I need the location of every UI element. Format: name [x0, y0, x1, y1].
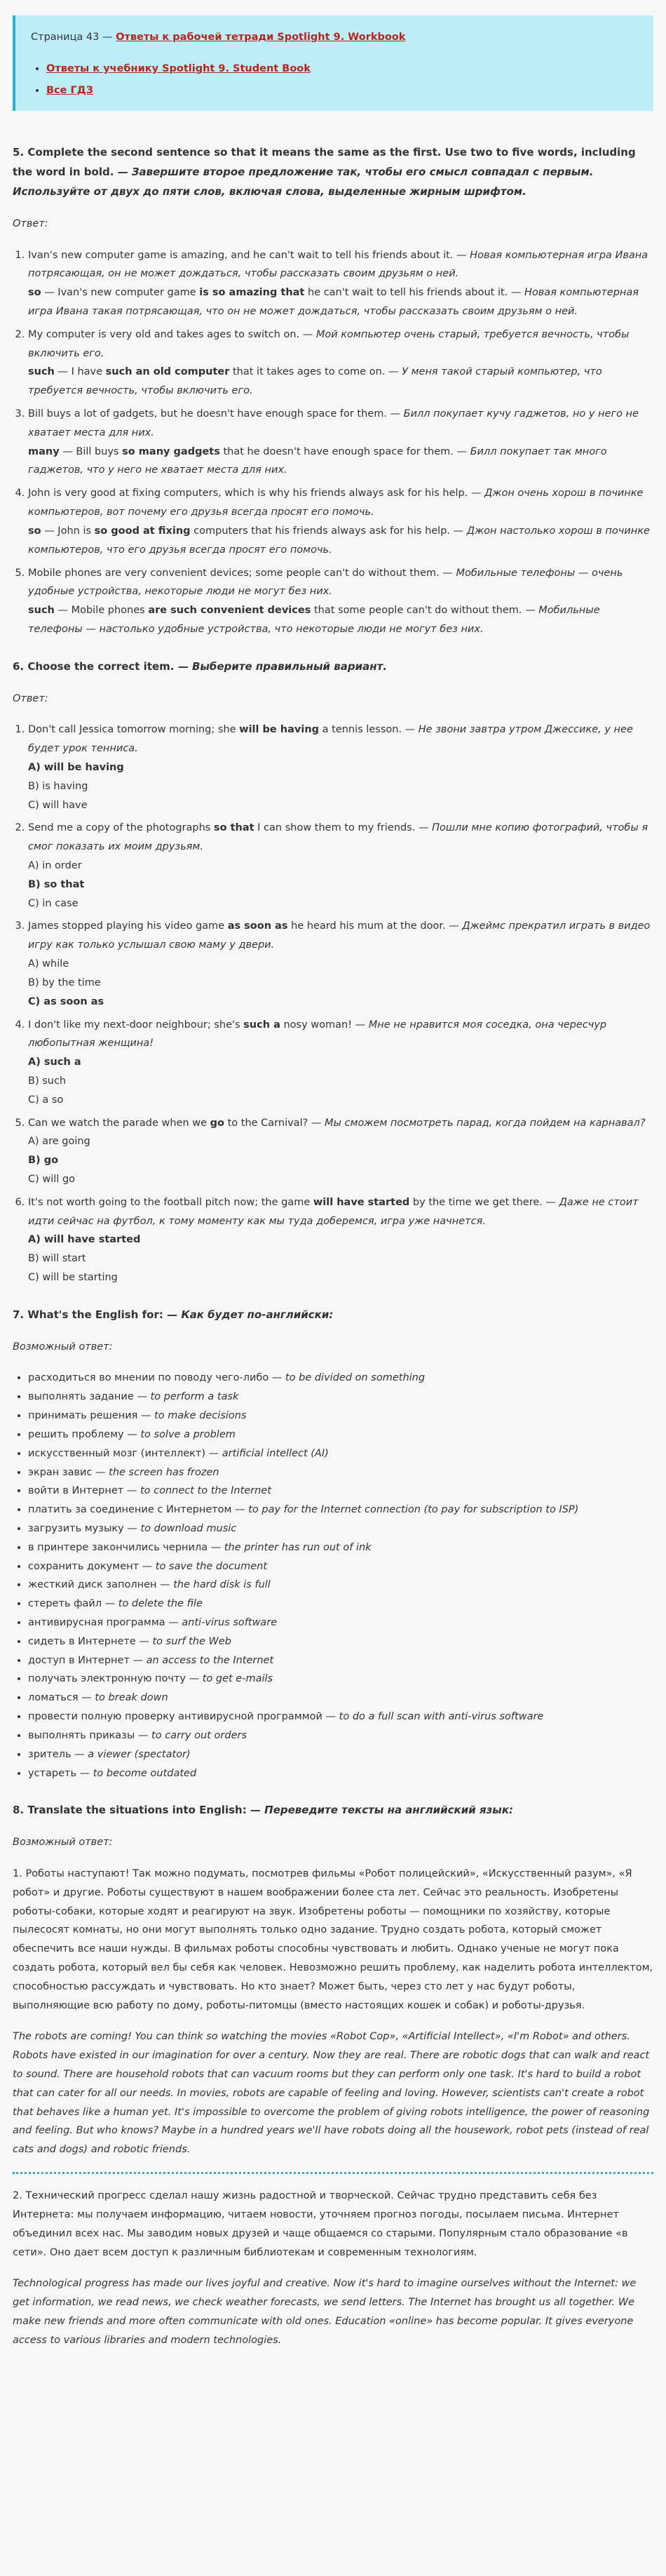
option: B) will start	[28, 1253, 86, 1265]
vocab-russian: зритель	[28, 1748, 72, 1760]
sentence-start: James stopped playing his video game	[28, 920, 228, 932]
vocab-item: • принимать решения — to make decisions	[28, 1407, 653, 1425]
vocab-english: anti-virus software	[182, 1617, 278, 1628]
vocab-english: the screen has frozen	[109, 1466, 219, 1478]
student-book-answers-link[interactable]: Ответы к учебнику Spotlight 9. Student Book	[46, 62, 311, 74]
sentence-start: It's not worth going to the football pitch now; the game	[28, 1196, 313, 1208]
vocab-english: artificial intellect (AI)	[222, 1447, 329, 1459]
vocab-russian: сохранить документ	[28, 1560, 140, 1572]
vocab-english: a viewer (spectator)	[88, 1748, 191, 1760]
vocab-english: to make decisions	[154, 1410, 247, 1422]
vocab-russian: антивирусная программа	[28, 1617, 165, 1628]
source-translation: — Билл покупает кучу гаджетов, но у него не хватает места для них.	[28, 408, 639, 438]
vocab-item: • сохранить документ — to save the document	[28, 1557, 653, 1576]
list-item	[28, 246, 653, 321]
vocab-item: • искусственный мозг (интеллект) — artificial intellect (AI)	[28, 1444, 653, 1463]
answer-translation: — Мобильные телефоны — настолько удобные устройства, что некоторые люди не могут без них.	[28, 605, 600, 635]
list-item	[28, 484, 653, 559]
option: B) by the time	[28, 977, 101, 988]
source-sentence: Bill buys a lot of gadgets, but he doesn't have enough space for them.	[28, 408, 387, 420]
answer-phrase: so good at fixing	[94, 525, 191, 537]
vocab-russian: получать электронную почту	[28, 1673, 186, 1685]
keyword: so	[28, 287, 41, 299]
vocab-item: • устареть — to become outdated	[28, 1764, 653, 1783]
task-8	[13, 1801, 653, 2349]
vocab-russian: экран завис	[28, 1466, 93, 1478]
list-item	[28, 720, 653, 814]
answer-phrase: as soon as	[227, 920, 288, 932]
sentence-end: that he doesn't have enough space for them.	[219, 445, 454, 457]
workbook-answers-link[interactable]: Ответы к рабочей тетради Spotlight 9. Workbook	[116, 32, 406, 43]
list-item	[28, 819, 653, 913]
list-item	[28, 564, 653, 639]
task-5-title-ru: Завершите второе предложение так, чтобы его смысл совпадал с первым. Используйте от двух до пяти слов, включая слова, выделенные жирным шрифтом.	[13, 166, 594, 198]
answer-phrase: will have started	[313, 1196, 410, 1208]
vocab-russian: платить за соединение с Интернетом	[28, 1504, 232, 1516]
option: A) in order	[28, 860, 82, 871]
vocab-russian: решить проблему	[28, 1428, 124, 1440]
page-heading	[31, 28, 638, 47]
sentence-start: — Mobile phones	[54, 605, 149, 617]
vocab-russian: устареть	[28, 1767, 77, 1779]
sentence-start: — John is	[41, 525, 95, 537]
vocab-russian: жесткий диск заполнен	[28, 1579, 157, 1591]
vocab-russian: выполнять приказы	[28, 1729, 135, 1741]
task-5-title	[13, 143, 653, 201]
task-8-title-en: 8. Translate the situations into English: —	[13, 1804, 265, 1817]
vocab-item: • экран завис — the screen has frozen	[28, 1463, 653, 1482]
task-7-title	[13, 1306, 653, 1325]
correct-option: A) such a	[28, 1056, 81, 1068]
option: C) will be starting	[28, 1272, 118, 1284]
sentence-translation: — Мы сможем посмотреть парад, когда пойдем на карнавал?	[308, 1117, 646, 1129]
list-item	[28, 1016, 653, 1110]
vocab-english: to carry out orders	[151, 1729, 247, 1741]
text-1-english: The robots are coming! You can think so watching the movies «Robot Cop», «Artificial Intellect», «I'm Robot» and others. Robots have existed in our imagination for over a century. Now they are real. There are robotic dogs that can walk and react to sound. There are household robots that can vacuum rooms but they can perform only one task. It's hard to build a robot that can cater for all our needs. In movies, robots are capable of feeling and loving. However, scientists can't create a robot that behaves like a human yet. It's impossible to overcome the problem of giving robots intelligence, the power of reasoning and feeling. But who knows? Maybe in a hundred years we'll have robots doing all the housework, robot pets (instead of real cats and dogs) and robotic friends.	[13, 2031, 650, 2156]
vocab-item: • получать электронную почту — to get e-mails	[28, 1670, 653, 1689]
answer-phrase: is so amazing that	[199, 287, 305, 299]
task-8-answer-label: Возможный ответ:	[13, 1837, 113, 1849]
list-item	[28, 326, 653, 401]
nav-links-list	[31, 60, 638, 100]
page-prefix: Страница 43 —	[31, 32, 116, 43]
sentence-translation: — Пошли мне копию фотографий, чтобы я смог показать их моим друзьям.	[28, 822, 648, 853]
keyword: such	[28, 605, 55, 617]
vocab-item: • ломаться — to break down	[28, 1689, 653, 1708]
sentence-translation: — Даже не стоит идти сейчас на футбол, к тому моменту как мы туда доберемся, игра уже начнется.	[28, 1196, 639, 1227]
vocab-item: • провести полную проверку антивирусной программой — to do a full scan with anti-virus software	[28, 1708, 653, 1726]
navigation-box	[13, 15, 653, 111]
sentence-translation: — Не звони завтра утром Джессике, у нее будет урок тенниса.	[28, 724, 633, 755]
vocab-russian: в принтере закончились чернила	[28, 1541, 208, 1553]
sentence-end: nosy woman!	[280, 1019, 353, 1031]
answer-phrase: are such convenient devices	[148, 605, 311, 617]
task-8-title	[13, 1801, 653, 1820]
vocab-english: the hard disk is full	[173, 1579, 271, 1591]
source-translation: — Мобильные телефоны — очень удобные устройства, некоторые люди не могут без них.	[28, 567, 623, 598]
vocab-item: • выполнять приказы — to carry out orders	[28, 1726, 653, 1745]
vocab-russian: провести полную проверку антивирусной программой	[28, 1711, 322, 1723]
answer-phrase: such a	[243, 1019, 280, 1031]
sentence-translation: — Джеймс прекратил играть в видео игру как только услышал свою маму у двери.	[28, 920, 651, 951]
vocab-russian: доступ в Интернет	[28, 1654, 130, 1666]
list-item	[28, 1193, 653, 1287]
vocab-russian: выполнять задание	[28, 1391, 134, 1403]
vocab-english: to be divided on something	[285, 1372, 426, 1384]
sentence-end: he heard his mum at the door.	[287, 920, 446, 932]
vocab-english: the printer has run out of ink	[224, 1541, 372, 1553]
task-6-list	[13, 720, 653, 1287]
text-1-russian: 1. Роботы наступают! Так можно подумать, посмотрев фильмы «Робот полицейский», «Искусственный разум», «Я робот» и другие. Роботы существуют в нашем воображении более ста лет. Сейчас это реальность. Изобретены роботы-собаки, которые ходят и реагируют на звук. Изобретены роботы — помощники по хозяйству, которые пылесосят комнаты, но они могут выполнять только одно задание. Трудно создать робота, который сможет обеспечить все наши нужды. В фильмах роботы способны чувствовать и любить. Однако ученые не могут пока создать робота, который вел бы себя как человек. Невозможно решить проблему, как наделить робота интеллектом, способностью рассуждать и чувствовать. Но кто знает? Может быть, через сто лет у нас будут роботы, выполняющие всю работу по дому, роботы-питомцы (вместо настоящих кошек и собак) и роботы-друзья.	[13, 1867, 653, 2011]
vocab-russian: расходиться во мнении по поводу чего-либо	[28, 1372, 269, 1384]
vocab-english: to break down	[95, 1692, 168, 1704]
task-7	[13, 1306, 653, 1783]
vocab-english: to perform a task	[150, 1391, 239, 1403]
task-5-answer-label: Ответ:	[13, 217, 48, 229]
answer-translation: — Новая компьютерная игра Ивана такая потрясающая, что он не может дождаться, чтобы рассказать своим друзьям о ней.	[28, 287, 639, 317]
list-item	[28, 1114, 653, 1189]
task-7-list	[13, 1369, 653, 1783]
task-7-title-en: 7. What's the English for: —	[13, 1308, 182, 1321]
sentence-start: — Bill buys	[59, 445, 123, 457]
vocab-english: to solve a problem	[140, 1428, 236, 1440]
vocab-russian: ломаться	[28, 1692, 79, 1704]
sentence-end: that some people can't do without them.	[311, 605, 522, 617]
vocab-english: to connect to the Internet	[140, 1485, 271, 1497]
source-translation: — Мой компьютер очень старый, требуется вечность, чтобы включить его.	[28, 328, 630, 359]
vocab-english: to pay for the Internet connection (to pay for subscription to ISP)	[248, 1504, 579, 1516]
list-item	[28, 917, 653, 1011]
vocab-english: to surf the Web	[152, 1635, 231, 1647]
option: C) in case	[28, 897, 79, 909]
task-6-answer-label: Ответ:	[13, 692, 48, 704]
vocab-russian: войти в Интернет	[28, 1485, 124, 1497]
task-6-title-en: 6. Choose the correct item. —	[13, 659, 192, 673]
sentence-start: I don't like my next-door neighbour; she's	[28, 1019, 244, 1031]
source-sentence: Mobile phones are very convenient devices; some people can't do without them.	[28, 567, 440, 579]
vocab-russian: принимать решения	[28, 1410, 138, 1422]
vocab-russian: сидеть в Интернете	[28, 1635, 136, 1647]
vocab-item: • стереть файл — to delete the file	[28, 1595, 653, 1614]
task-5-list	[13, 246, 653, 639]
option: B) is having	[28, 780, 88, 792]
task-5-title-en: 5. Complete the second sentence so that it means the same as the first. Use two to five words, including the word in bold. —	[13, 146, 636, 179]
sentence-end: a tennis lesson.	[319, 724, 402, 736]
task-7-title-ru: Как будет по-английски:	[181, 1308, 334, 1321]
vocab-item: • жесткий диск заполнен — the hard disk is full	[28, 1576, 653, 1595]
sentence-end: computers that his friends always ask for his help.	[190, 525, 451, 537]
vocab-item: • выполнять задание — to perform a task	[28, 1388, 653, 1407]
vocab-english: to save the document	[155, 1560, 268, 1572]
correct-option: C) as soon as	[28, 995, 104, 1007]
vocab-russian: загрузить музыку	[28, 1522, 124, 1534]
correct-option: B) so that	[28, 878, 85, 890]
vocab-item: • загрузить музыку — to download music	[28, 1520, 653, 1538]
sentence-end: he can't wait to tell his friends about it.	[304, 287, 508, 299]
vocab-english: to get e-mails	[202, 1673, 273, 1685]
source-sentence: My computer is very old and takes ages to switch on.	[28, 328, 300, 340]
sentence-start: — Ivan's new computer game	[41, 287, 200, 299]
vocab-item: • сидеть в Интернете — to surf the Web	[28, 1632, 653, 1651]
source-sentence: John is very good at fixing computers, which is why his friends always ask for his help.	[28, 488, 468, 499]
list-item	[28, 405, 653, 480]
task-5	[13, 143, 653, 638]
nav-link-item	[46, 81, 638, 100]
task-6	[13, 657, 653, 1287]
option: A) while	[28, 958, 69, 970]
answer-phrase: go	[210, 1117, 224, 1129]
sentence-start: Don't call Jessica tomorrow morning; she	[28, 724, 240, 736]
vocab-item: • решить проблему — to solve a problem	[28, 1425, 653, 1444]
answer-phrase: such an old computer	[105, 366, 230, 378]
vocab-english: to download music	[140, 1522, 237, 1534]
sentence-end: that it takes ages to come on.	[229, 366, 386, 378]
vocab-item: • расходиться во мнении по поводу чего-либо — to be divided on something	[28, 1369, 653, 1388]
correct-option: A) will be having	[28, 761, 124, 773]
source-sentence: Ivan's new computer game is amazing, and he can't wait to tell his friends about it.	[28, 249, 454, 261]
vocab-item: • войти в Интернет — to connect to the Internet	[28, 1482, 653, 1501]
task-6-title	[13, 657, 653, 677]
keyword: such	[28, 366, 55, 378]
answer-phrase: will be having	[239, 724, 320, 736]
divider	[13, 2172, 653, 2174]
option: C) a so	[28, 1094, 64, 1106]
sentence-end: I can show them to my friends.	[254, 822, 416, 834]
keyword: so	[28, 525, 41, 537]
vocab-item: • платить за соединение с Интернетом — to pay for the Internet connection (to pay for subscription to ISP)	[28, 1501, 653, 1520]
sentence-end: to the Carnival?	[224, 1117, 308, 1129]
answer-translation: — Джон настолько хорош в починке компьютеров, что его друзья всегда просят его помочь.	[28, 525, 650, 556]
answer-phrase: so that	[213, 822, 254, 834]
vocab-russian: стереть файл	[28, 1598, 102, 1610]
answer-translation: — У меня такой старый компьютер, что требуется вечность, чтобы включить его.	[28, 366, 602, 397]
option: C) will have	[28, 799, 88, 811]
vocab-english: to do a full scan with anti-virus software	[339, 1711, 544, 1723]
sentence-start: — I have	[54, 366, 106, 378]
vocab-russian: искусственный мозг (интеллект)	[28, 1447, 206, 1459]
option: C) will go	[28, 1174, 76, 1185]
nav-link-item	[46, 60, 638, 79]
correct-option: A) will have started	[28, 1234, 141, 1246]
source-translation: — Джон очень хорош в починке компьютеров, вот почему его друзья всегда просят его помочь.	[28, 488, 644, 518]
option: B) such	[28, 1075, 67, 1087]
vocab-item: • в принтере закончились чернила — the printer has run out of ink	[28, 1538, 653, 1557]
text-2-russian: 2. Технический прогресс сделал нашу жизнь радостной и творческой. Сейчас трудно представить себя без Интернета: мы получаем информацию, читаем новости, уточняем прогноз погоды, посылаем письма. Интернет объединил всех нас. Мы заводим новых друзей и чаще общаемся со старыми. Популярным стало образование «в сети». Оно дает всем доступ к различным библиотекам и современным технологиям.	[13, 2190, 628, 2258]
text-2-english: Technological progress has made our lives joyful and creative. Now it's hard to imagine ourselves without the Internet: we get information, we read news, we check weather forecasts, we send letters. The Internet has brought us all together. We make new friends and more often communicate with old ones. Education «online» has become popular. It gives everyone access to various libraries and modern technologies.	[13, 2278, 637, 2346]
sentence-end: by the time we get there.	[409, 1196, 543, 1208]
answer-phrase: so many gadgets	[122, 445, 220, 457]
sentence-start: Send me a copy of the photographs	[28, 822, 214, 834]
option: A) are going	[28, 1136, 90, 1148]
vocab-english: an access to the Internet	[146, 1654, 274, 1666]
vocab-item: • доступ в Интернет — an access to the Internet	[28, 1651, 653, 1670]
sentence-start: Can we watch the parade when we	[28, 1117, 210, 1129]
correct-option: B) go	[28, 1155, 59, 1167]
vocab-item: • зритель — a viewer (spectator)	[28, 1745, 653, 1764]
answer-translation: — Билл покупает так много гаджетов, что у него не хватает места для них.	[28, 445, 607, 476]
task-7-answer-label: Возможный ответ:	[13, 1341, 113, 1353]
vocab-english: to delete the file	[118, 1598, 203, 1610]
vocab-english: to become outdated	[93, 1767, 197, 1779]
task-8-title-ru: Переведите тексты на английский язык:	[264, 1804, 514, 1817]
keyword: many	[28, 445, 60, 457]
sentence-translation: — Мне не нравится моя соседка, она чересчур любопытная женщина!	[28, 1019, 607, 1049]
task-6-title-ru: Выберите правильный вариант.	[191, 659, 388, 673]
source-translation: — Новая компьютерная игра Ивана потрясающая, он не может дождаться, чтобы рассказать своим друзьям о ней.	[28, 249, 648, 280]
all-gdz-link[interactable]: Все ГДЗ	[46, 84, 93, 96]
vocab-item: • антивирусная программа — anti-virus software	[28, 1614, 653, 1632]
